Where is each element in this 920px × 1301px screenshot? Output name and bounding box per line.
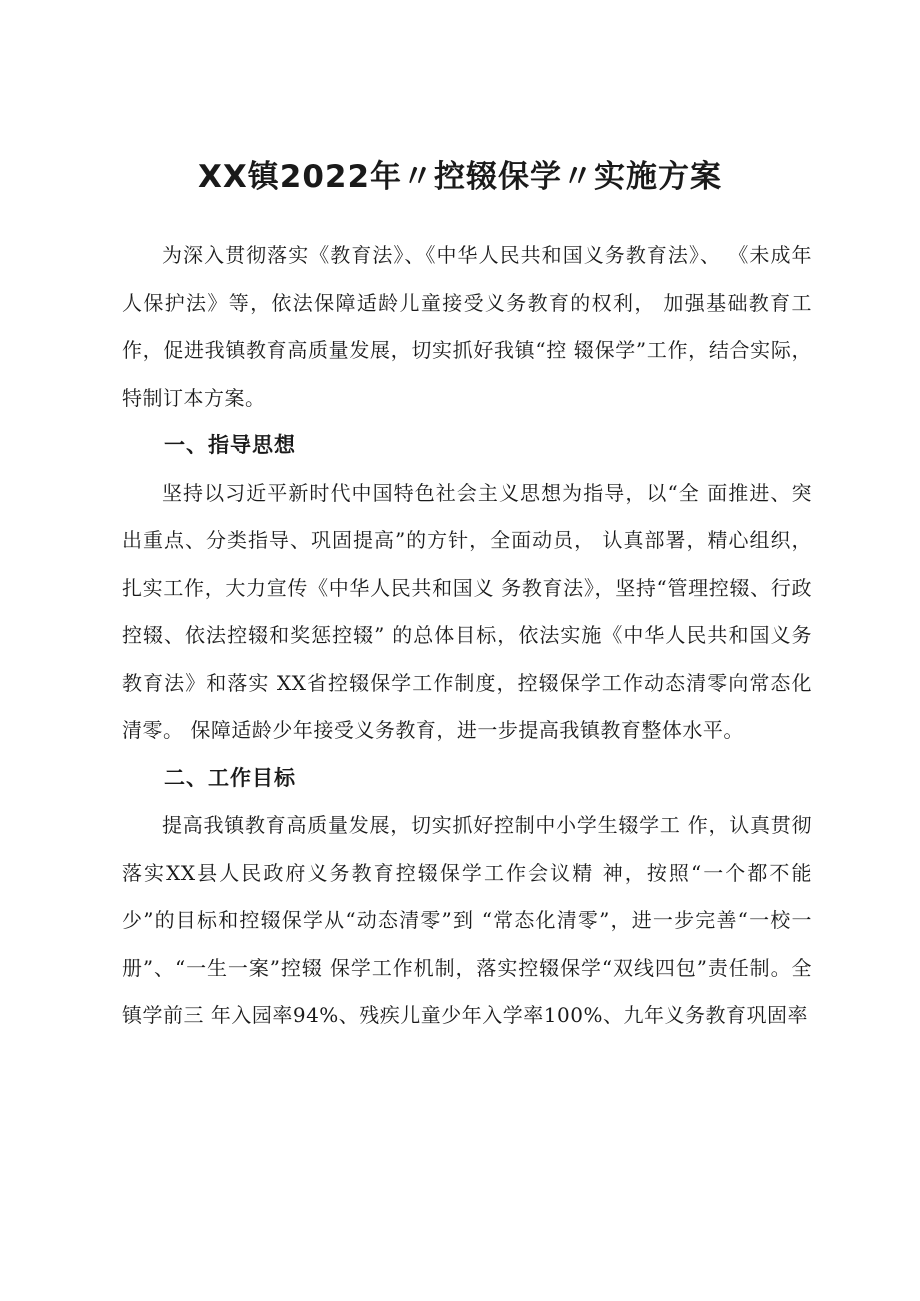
section-body-work-goals: 提高我镇教育高质量发展，切实抓好控制中小学生辍学工 作，认真贯彻落实XX县人民政府义务教育控辍保学工作会议精 神，按照“一个都不能少”的目标和控辍保学从“动态清零”到 “常态化清零”，进一步完善“一校一册”、“一生一案”控辍 保学工作机制，落实控辍保学“双线四包”责任制。全镇学前三 年入园率94%、残疾儿童少年入学率100%、九年义务教育巩固率	[122, 813, 812, 1027]
intro-paragraph: 为深入贯彻落实《教育法》、《中华人民共和国义务教育法》、 《未成年人保护法》等，依法保障适龄儿童接受义务教育的权利， 加强基础教育工作，促进我镇教育高质量发展，切实抓好我镇“控 辍保学”工作，结合实际，特制订本方案。	[122, 243, 812, 410]
section-heading-guiding-ideology: 一、指导思想	[164, 433, 296, 457]
document-body	[122, 232, 812, 1040]
document-title: XX镇2022年〃控辍保学〃实施方案	[197, 159, 723, 195]
section-body-guiding-ideology: 坚持以习近平新时代中国特色社会主义思想为指导，以“全 面推进、突出重点、分类指导、巩固提高”的方针，全面动员， 认真部署，精心组织，扎实工作，大力宣传《中华人民共和国义 务教育法》，坚持“管理控辍、行政控辍、依法控辍和奖惩控辍” 的总体目标，依法实施《中华人民共和国义务教育法》和落实 XX省控辍保学工作制度，控辍保学工作动态清零向常态化清零。 保障适龄少年接受义务教育，进一步提高我镇教育整体水平。	[122, 480, 812, 742]
section-heading-work-goals: 二、工作目标	[164, 765, 296, 790]
